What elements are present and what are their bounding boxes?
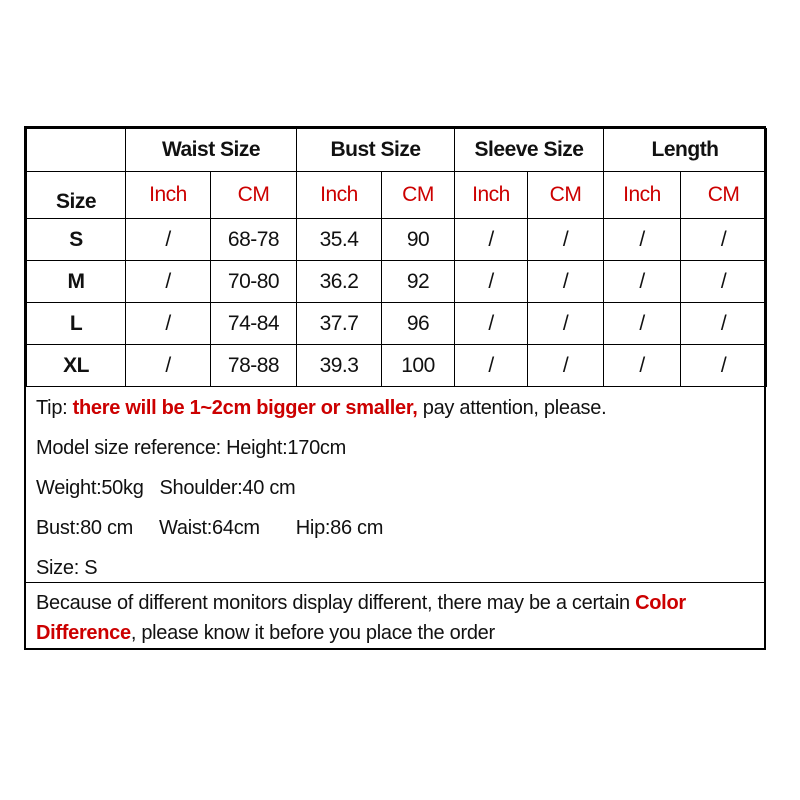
- table-cell: 70-80: [211, 261, 297, 303]
- disclaimer-highlight: Difference: [36, 622, 131, 644]
- unit-header: CM: [211, 172, 297, 219]
- table-cell: /: [126, 345, 211, 387]
- table-cell: 35.4: [297, 219, 382, 261]
- size-label: XL: [27, 345, 126, 387]
- table-row: [27, 303, 767, 345]
- size-label: M: [27, 261, 126, 303]
- size-chart: [24, 126, 766, 650]
- unit-header: CM: [382, 172, 455, 219]
- table-cell: 92: [382, 261, 455, 303]
- model-size-line: Size: S: [36, 557, 98, 579]
- bust-text: Bust:80 cm: [36, 517, 134, 539]
- unit-header: Inch: [604, 172, 681, 219]
- hip-text: Hip:86 cm: [295, 517, 384, 539]
- unit-header: Inch: [455, 172, 528, 219]
- table-cell: /: [455, 219, 528, 261]
- unit-header-row: [27, 172, 767, 219]
- unit-header: CM: [528, 172, 604, 219]
- weight-shoulder-line: [36, 477, 295, 500]
- disclaimer-text: Because of different monitors display different, there may be a certain: [36, 592, 636, 614]
- table-cell: 96: [382, 303, 455, 345]
- waist-text: Waist:64cm: [159, 517, 260, 539]
- group-header: Waist Size: [126, 129, 297, 172]
- table-row: [27, 261, 767, 303]
- notes-section: [26, 383, 766, 583]
- size-label: L: [27, 303, 126, 345]
- size-header-spacer: [27, 129, 126, 172]
- table-cell: /: [604, 261, 681, 303]
- size-table: [26, 128, 767, 387]
- tip-line: [36, 397, 606, 420]
- table-row: [27, 219, 767, 261]
- table-cell: /: [604, 345, 681, 387]
- tip-suffix: pay attention, please.: [417, 397, 607, 419]
- table-cell: /: [126, 303, 211, 345]
- table-cell: /: [604, 303, 681, 345]
- table-cell: 37.7: [297, 303, 382, 345]
- measurements-line: [36, 517, 383, 540]
- table-cell: 74-84: [211, 303, 297, 345]
- table-cell: /: [681, 345, 767, 387]
- table-cell: /: [681, 303, 767, 345]
- table-cell: /: [528, 303, 604, 345]
- table-cell: /: [604, 219, 681, 261]
- color-disclaimer: [26, 584, 766, 650]
- unit-header: CM: [681, 172, 767, 219]
- table-cell: 78-88: [211, 345, 297, 387]
- table-cell: 90: [382, 219, 455, 261]
- table-cell: /: [455, 303, 528, 345]
- table-cell: 39.3: [297, 345, 382, 387]
- table-cell: /: [455, 345, 528, 387]
- table-cell: /: [528, 261, 604, 303]
- table-cell: /: [455, 261, 528, 303]
- group-header: Bust Size: [297, 129, 455, 172]
- tip-prefix: Tip:: [36, 397, 73, 419]
- table-row: [27, 345, 767, 387]
- group-header-row: [27, 129, 767, 172]
- table-cell: /: [528, 345, 604, 387]
- shoulder-text: Shoulder:40 cm: [159, 477, 296, 499]
- table-cell: 68-78: [211, 219, 297, 261]
- disclaimer-line-1: [36, 592, 686, 615]
- size-column-header: Size: [27, 172, 126, 219]
- table-cell: /: [528, 219, 604, 261]
- table-cell: 36.2: [297, 261, 382, 303]
- tip-highlight: there will be 1~2cm bigger or smaller,: [72, 397, 418, 419]
- size-label: S: [27, 219, 126, 261]
- unit-header: Inch: [297, 172, 382, 219]
- unit-header: Inch: [126, 172, 211, 219]
- table-cell: /: [126, 219, 211, 261]
- table-cell: 100: [382, 345, 455, 387]
- model-size-reference: Model size reference: Height:170cm: [36, 437, 346, 459]
- table-cell: /: [681, 219, 767, 261]
- disclaimer-text: , please know it before you place the order: [130, 622, 495, 644]
- disclaimer-highlight: Color: [635, 592, 686, 614]
- table-cell: /: [681, 261, 767, 303]
- weight-text: Weight:50kg: [36, 477, 144, 499]
- group-header: Sleeve Size: [455, 129, 604, 172]
- disclaimer-line-2: [36, 622, 495, 645]
- table-cell: /: [126, 261, 211, 303]
- group-header: Length: [604, 129, 767, 172]
